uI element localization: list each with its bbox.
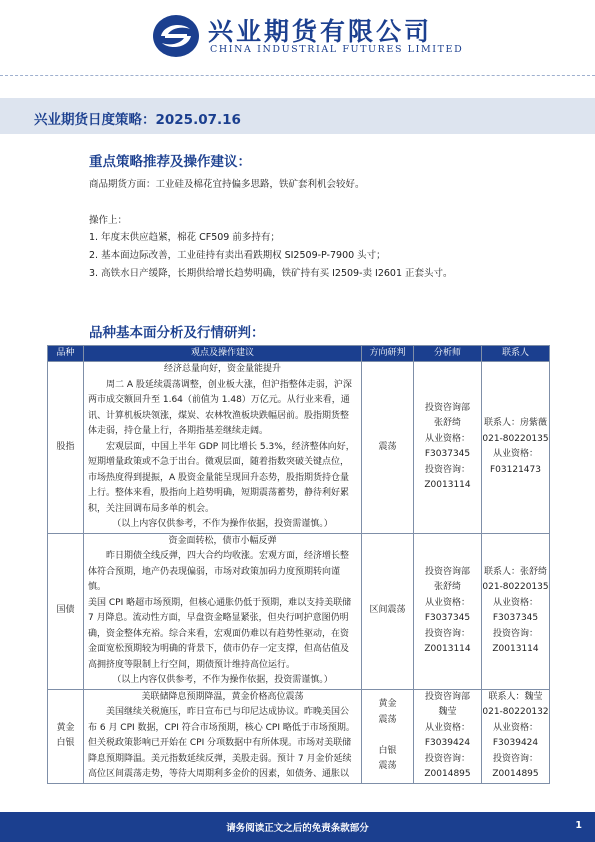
view-heading: 美联储降息预期降温，黄金价格高位震荡 — [141, 691, 304, 702]
section-title-analysis: 品种基本面分析及行情研判： — [89, 325, 265, 341]
row-direction — [362, 362, 414, 534]
row-analyst — [414, 689, 482, 783]
page-title: 兴业期货日度策略：2025.07.16 — [34, 112, 241, 128]
row-direction-line: 黄金 — [378, 699, 397, 710]
view-heading: 资金面转松，债市小幅反弹 — [168, 535, 277, 546]
row-analyst-line: Z0013114 — [424, 644, 471, 654]
view-line: 美国继续关税施压，昨日宣布已与印尼达成协议。昨晚美国公 — [106, 707, 350, 717]
row-view — [84, 362, 362, 534]
view-heading: 经济总量向好，资金量能提升 — [163, 364, 281, 374]
company-name-en: CHINA INDUSTRIAL FUTURES LIMITED — [210, 44, 464, 55]
table-row — [48, 689, 550, 783]
row-direction-line: 震荡 — [378, 441, 397, 452]
row-variety: 国债 — [48, 533, 84, 689]
row-direction-line: 白银 — [378, 745, 397, 756]
ops-label: 操作上： — [89, 215, 128, 226]
table-row — [48, 362, 550, 534]
row-direction-line — [362, 728, 413, 744]
ops-item: 1. 年度末供应趋紧，棉花 CF509 前多持有； — [89, 232, 280, 243]
view-line: 短期增量政策或不急于出台。微观层面，随着指数突破关键点位， — [88, 457, 350, 467]
ops-item: 2. 基本面边际改善，工业硅持有卖出看跌期权 SI2509-P-7900 头寸； — [89, 250, 386, 261]
row-analyst-line: 投资咨询部 — [424, 566, 470, 577]
row-analyst-line: 张舒绮 — [433, 582, 461, 592]
view-note: （以上内容仅供参考，不作为操作依据，投资需谨慎。） — [112, 519, 333, 529]
row-analyst-line: Z0014895 — [424, 769, 471, 779]
view-line: 上行。整体来看，股指向上趋势明确，短期震荡蓄势，静待利好累 — [88, 488, 350, 498]
row-contact-line: F3037345 — [492, 613, 539, 623]
row-direction — [362, 689, 414, 783]
row-contact-line: 021-80220132 — [482, 707, 549, 717]
view-line: 市场热度得到提振，A 股资金量能呈现回升态势，股指期货持仓量 — [88, 472, 350, 483]
row-variety: 股指 — [48, 362, 84, 534]
row-direction-line: 区间震荡 — [369, 605, 406, 616]
row-analyst-line: 从业资格： — [424, 597, 470, 608]
strategy-intro: 商品期货方面：工业硅及棉花宜持偏多思路，铁矿套利机会较好。 — [89, 179, 365, 190]
view-line: 讯、计算机板块领涨，煤炭、农林牧渔板块跌幅居前。股指期货整 — [88, 410, 350, 421]
view-line: 美国 CPI 略超市场预期，但核心通胀仍低于预期，难以支持美联储 — [88, 597, 352, 608]
row-contact-line: 联系人：张舒绮 — [483, 566, 547, 577]
row-analyst-line: 投资咨询： — [424, 628, 470, 639]
row-contact-line: Z0013114 — [492, 644, 539, 654]
company-name-cn: 兴业期货有限公司 — [208, 17, 433, 46]
view-line: 周二 A 股延续震荡调整，创业板大涨，但沪指整体走弱，沪深 — [106, 379, 352, 390]
view-line: 昨日期债全线反弹，四大合约均收涨。宏观方面，经济增长整 — [106, 551, 350, 561]
row-contact-line: 从业资格： — [492, 722, 538, 733]
row-contact-line: 021-80220135 — [482, 433, 549, 444]
table-header: 品种 — [48, 346, 84, 362]
row-contact-line: 投资咨询： — [492, 628, 538, 639]
table-header: 方向研判 — [362, 346, 414, 362]
row-direction-line: 震荡 — [378, 714, 397, 725]
table-row — [48, 533, 550, 689]
view-line: 金面宽松预期较为明确的背景下，债市仍存一定支撑，但高估值及 — [88, 644, 350, 654]
table-header-row — [48, 346, 550, 362]
page-header — [0, 0, 595, 70]
header-divider — [0, 75, 595, 76]
row-analyst-line: 张舒绮 — [433, 418, 461, 429]
row-contact-line: 联系人：房紫薇 — [483, 418, 547, 429]
analysis-table — [47, 345, 550, 784]
row-analyst-line: 投资咨询部 — [424, 691, 470, 702]
row-contact-line: F3039424 — [492, 738, 539, 748]
row-analyst-line: Z0013114 — [424, 480, 471, 491]
view-line: 降息预期降温。美元指数延续反弹，美股走弱。预计 7 月金价延续 — [88, 753, 352, 764]
row-view — [84, 689, 362, 783]
row-variety — [48, 689, 84, 783]
section-title-strategy: 重点策略推荐及操作建议： — [89, 154, 251, 170]
row-analyst-line: 从业资格： — [424, 722, 470, 733]
row-contact-line: 从业资格： — [492, 449, 538, 460]
page-footer — [0, 812, 595, 842]
row-analyst-line: 投资咨询： — [424, 464, 470, 475]
view-line: 体走弱，持仓量上行，各期指基差继续走阔。 — [88, 426, 269, 436]
view-line: 体符合预期，地产仍表现偏弱，市场对政策加码力度预期转向谨慎。 — [88, 566, 341, 592]
row-contact — [482, 689, 550, 783]
view-note: （以上内容仅供参考，不作为操作依据，投资需谨慎。） — [112, 675, 333, 685]
row-direction-line: 震荡 — [378, 761, 397, 772]
row-direction — [362, 533, 414, 689]
row-analyst — [414, 362, 482, 534]
row-contact — [482, 533, 550, 689]
page-number: 1 — [575, 820, 582, 831]
row-contact-line: 联系人：魏莹 — [488, 691, 543, 702]
view-line: 高拥挤度等限制上行空间，期债预计维持高位运行。 — [88, 659, 296, 670]
view-line: 宏观层面，中国上半年 GDP 同比增长 5.3%，经济整体向好， — [106, 441, 355, 452]
view-line: 但关税政策影响已开始在 CPI 分项数据中有所体现。市场对美联储 — [88, 738, 352, 748]
row-analyst — [414, 533, 482, 689]
row-contact-line: 从业资格： — [492, 597, 538, 608]
ops-item: 3. 高铁水日产缓降，长期供给增长趋势明确，铁矿持有买 I2509-卖 I2601 正套头寸。 — [89, 268, 453, 279]
table-header: 分析师 — [414, 346, 482, 362]
view-line: 两市成交额回升至 1.64（前值为 1.48）万亿元。从行业来看，通 — [88, 395, 350, 405]
row-analyst-line: 投资咨询： — [424, 753, 470, 764]
row-analyst-line: 魏莹 — [438, 707, 457, 717]
row-contact-line: 021-80220135 — [482, 582, 549, 592]
table-header: 联系人 — [482, 346, 550, 362]
row-analyst-line: F3037345 — [424, 613, 471, 623]
view-line: 高位区间震荡走势，等待大周期利多金价的因素，如债务、通胀以 — [88, 769, 350, 779]
disclaimer-note: 请务阅读正文之后的免责条款部分 — [226, 823, 369, 834]
row-analyst-line: 从业资格： — [424, 433, 470, 444]
title-bar — [0, 98, 595, 134]
view-line: 确，资金整体充裕。综合来看，宏观面仍难以有趋势性驱动，在资 — [88, 628, 350, 639]
row-contact — [482, 362, 550, 534]
row-contact-line: F03121473 — [490, 464, 541, 475]
company-logo-icon — [152, 14, 200, 58]
row-analyst-line: 投资咨询部 — [424, 402, 470, 413]
view-line: 布 6 月 CPI 数据，CPI 符合市场预期，核心 CPI 略低于市场预期。 — [88, 722, 355, 733]
table-header: 观点及操作建议 — [84, 346, 362, 362]
view-line: 积，关注回调布局多单的机会。 — [88, 503, 215, 514]
row-view — [84, 533, 362, 689]
view-line: 7 月降息。流动性方面，早盘资金略显紧张，但央行呵护意图仍明 — [88, 613, 349, 623]
row-analyst-line: F3037345 — [424, 449, 471, 460]
variety-label: 黄金 — [56, 722, 75, 733]
row-analyst-line: F3039424 — [424, 738, 471, 748]
row-contact-line: Z0014895 — [492, 769, 539, 779]
variety-label: 白银 — [56, 738, 75, 748]
row-contact-line: 投资咨询： — [492, 753, 538, 764]
